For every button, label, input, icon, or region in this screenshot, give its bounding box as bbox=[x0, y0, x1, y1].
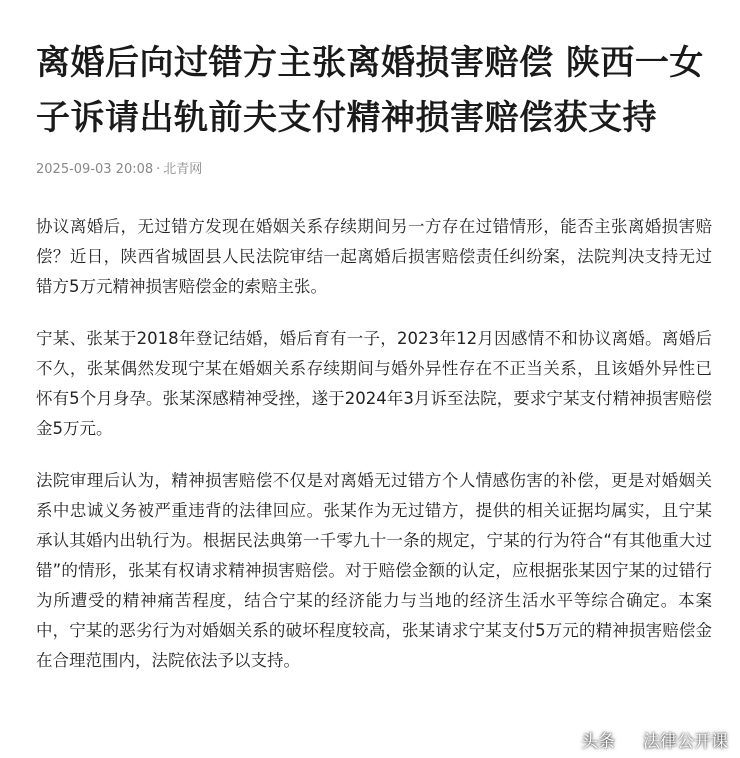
watermark-account: 法律公开课 bbox=[643, 732, 728, 752]
article-meta bbox=[36, 160, 712, 180]
at-sign-icon bbox=[619, 730, 639, 750]
article-paragraph-2: 宁某、张某于2018年登记结婚，婚后育有一子，2023年12月因感情不和协议离婚。离婚后不久，张某偶然发现宁某在婚姻关系存续期间与婚外异性存在不正当关系，且该婚外异性已怀有5个月身孕。张某深感精神受挫，遂于2024年3月诉至法院，要求宁某支付精神损害赔偿金5万元。 bbox=[36, 329, 712, 438]
source-link[interactable]: 北青网 bbox=[163, 162, 203, 177]
article-title: 离婚后向过错方主张离婚损害赔偿 陕西一女子诉请出轨前夫支付精神损害赔偿获支持 bbox=[36, 43, 704, 138]
watermark-platform: 头条 bbox=[581, 732, 615, 752]
publish-date: 2025-09-03 20:08 bbox=[36, 162, 154, 177]
article-paragraph-1: 协议离婚后，无过错方发现在婚姻关系存续期间另一方存在过错情形，能否主张离婚损害赔偿？近日，陕西省城固县人民法院审结一起离婚后损害赔偿责任纠纷案，法院判决支持无过错方5万元精神损害赔偿金的索赔主张。 bbox=[36, 217, 712, 296]
watermark bbox=[581, 727, 728, 752]
meta-separator: · bbox=[156, 162, 161, 177]
article-paragraph-3: 法院审理后认为，精神损害赔偿不仅是对离婚无过错方个人情感伤害的补偿，更是对婚姻关系中忠诚义务被严重违背的法律回应。张某作为无过错方，提供的相关证据均属实，且宁某承认其婚内出轨行为。根据民法典第一千零九十一条的规定，宁某的行为符合“有其他重大过错”的情形，张某有权请求精神损害赔偿。对于赔偿金额的认定，应根据张某因宁某的过错行为所遭受的精神痛苦程度，结合宁某的经济能力与当地的经济生活水平等综合确定。本案中，宁某的恶劣行为对婚姻关系的破坏程度较高，张某请求宁某支付5万元的精神损害赔偿金在合理范围内，法院依法予以支持。 bbox=[36, 471, 712, 670]
